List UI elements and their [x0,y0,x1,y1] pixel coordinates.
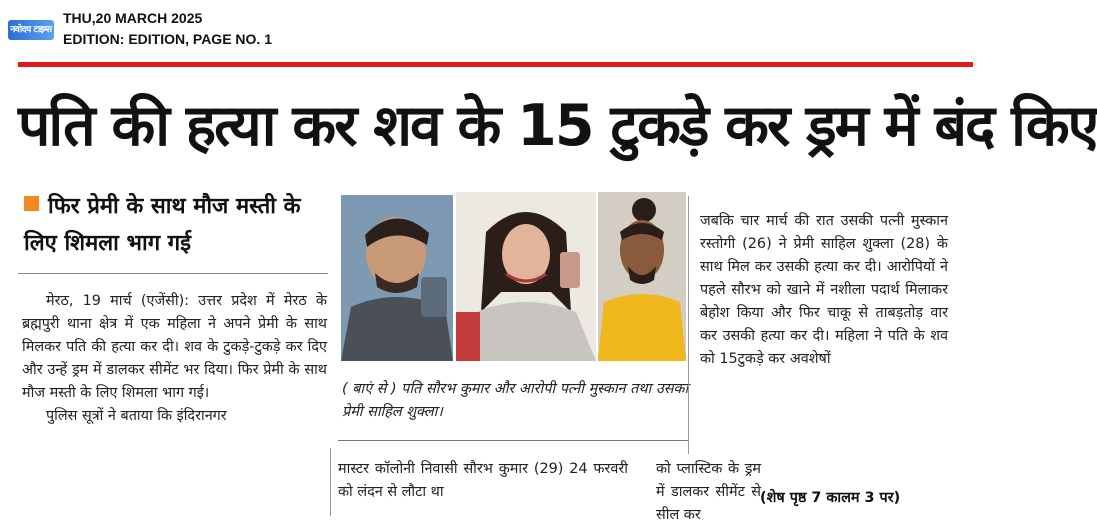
article-headline: पति की हत्या कर शव के 15 टुकड़े कर ड्रम में बंद किए [18,93,1097,159]
article-paragraph: को प्लास्टिक के ड्रम में डालकर सीमेंट से सील कर [656,461,761,523]
page-header [0,0,973,60]
subhead-divider [18,273,328,274]
square-bullet-icon [24,196,39,211]
subhead-text: फिर प्रेमी के साथ मौज मस्ती के लिए शिमला भाग गई [24,194,301,256]
photo-muskan [456,192,596,361]
column-divider [330,448,331,516]
article-paragraph: मेरठ, 19 मार्च (एजेंसी): उत्तर प्रदेश में मेरठ के ब्रह्मपुरी थाना क्षेत्र में एक महिला ने अपने प्रेमी के साथ मिलकर पति की हत्या कर दी। शव के टुकड़े-टुकड़े कर दिए और उन्हें ड्रम में डालकर सीमेंट भर दिया। फिर प्रेमी के साथ मौज मस्ती के लिए शिमला भाग गई। [22,293,327,401]
article-column-4 [656,458,761,527]
photo-sahil [598,192,686,361]
article-paragraph: मास्टर कॉलोनी निवासी सौरभ कुमार (29) 24 फरवरी को लंदन से लौटा था [338,461,628,500]
photo-saurabh [341,195,453,361]
article-subhead [24,188,324,262]
photo-caption: ( बाएं से ) पति सौरभ कुमार और आरोपी पत्नी मुस्कान तथा उसका प्रेमी साहिल शुक्ला। [342,381,689,420]
article-column-3 [700,210,948,371]
newspaper-logo: नवोदय टाइम्स [8,20,54,40]
article-column-2 [338,458,628,504]
article-column-1 [22,290,327,428]
caption-divider [338,440,688,441]
header-divider [18,62,973,67]
continuation-note: (शेष पृष्ठ 7 कालम 3 पर) [760,490,901,506]
publication-date: THU,20 MARCH 2025 [63,10,203,26]
article-paragraph: पुलिस सूत्रों ने बताया कि इंदिरानगर [46,408,227,424]
column-divider [688,196,689,454]
edition-info: EDITION: EDITION, PAGE NO. 1 [63,31,272,47]
article-paragraph: जबकि चार मार्च की रात उसकी पत्नी मुस्कान रस्तोगी (26) ने प्रेमी साहिल शुक्ला (28) के साथ मिल कर उसकी हत्या कर दी। आरोपियों ने पहले सौरभ को खाने में नशीला पदार्थ मिलाकर बेहोश किया और फिर चाकू से ताबड़तोड़ वार कर उसकी हत्या कर दी। महिला ने पति के शव को 15टुकड़े कर अवशेषों [700,213,948,367]
